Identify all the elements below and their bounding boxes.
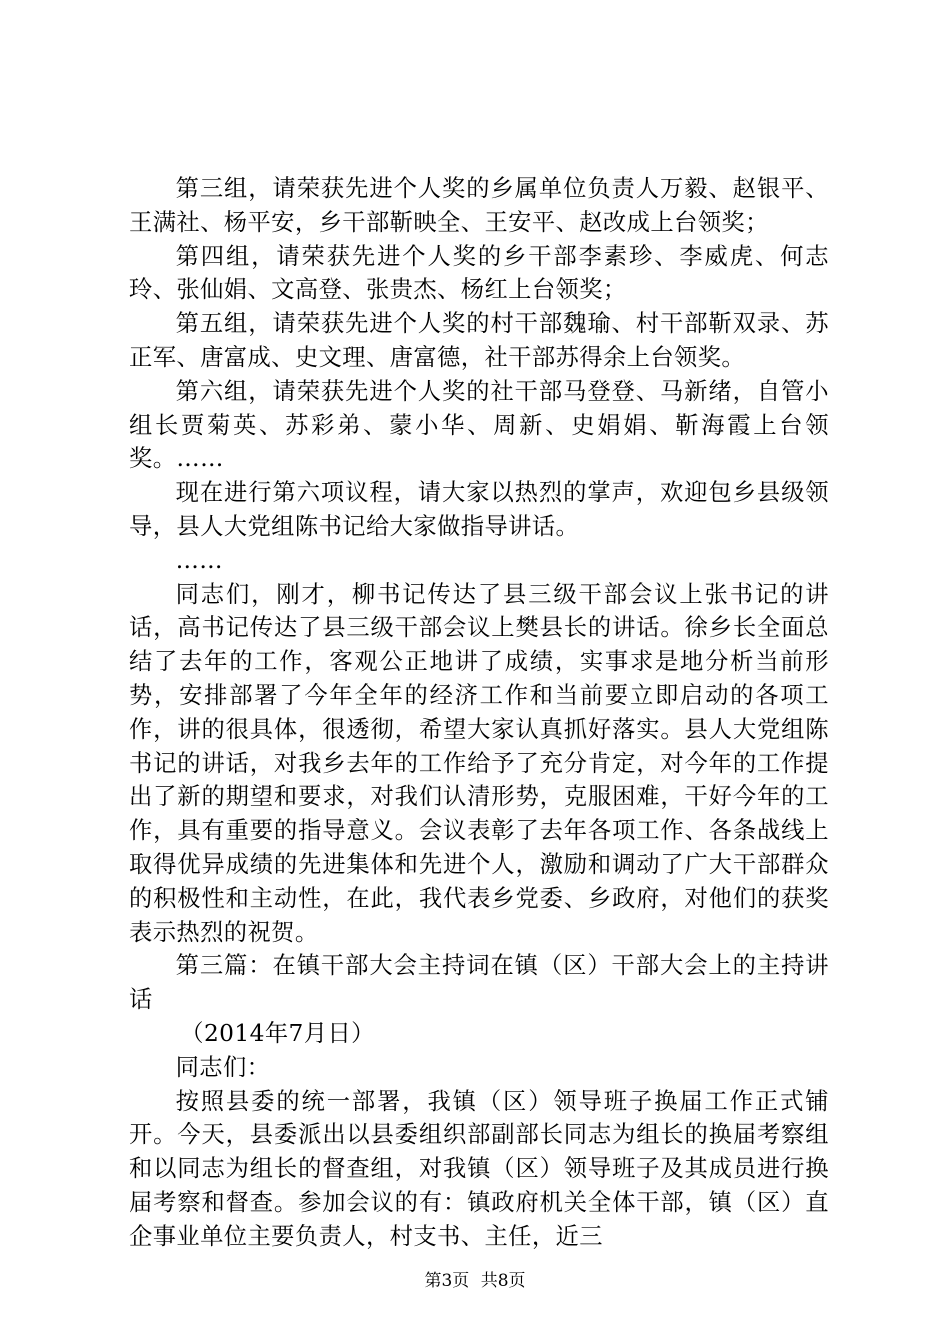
paragraph-salutation: 同志们：	[175, 1053, 271, 1081]
paragraph-group-four: 第四组，请荣获先进个人奖的乡干部李素珍、李威虎、何志玲、张仙娟、文高登、张贵杰、杨红上台领奖；	[129, 242, 829, 304]
paragraph-closing-speech: 同志们，刚才，柳书记传达了县三级干部会议上张书记的讲话，高书记传达了县三级干部会议上樊县长的讲话。徐乡长全面总结了去年的工作，客观公正地讲了成绩，实事求是地分析当前形势，安排部署了今年全年的经济工作和当前要立即启动的各项工作，讲的很具体，很透彻，希望大家认真抓好落实。县人大党组陈书记的讲话，对我乡去年的工作给予了充分肯定，对今年的工作提出了新的期望和要求，对我们认清形势，克服困难，干好今年的工作，具有重要的指导意义。会议表彰了去年各项工作、各条战线上取得优异成绩的先进集体和先进个人，激励和调动了广大干部群众的积极性和主动性，在此，我代表乡党委、乡政府，对他们的获奖表示热烈的祝贺。	[129, 580, 829, 946]
paragraph-date: （2014年7月日）	[180, 1019, 375, 1047]
paragraph-group-three: 第三组，请荣获先进个人奖的乡属单位负责人万毅、赵银平、王满社、杨平安，乡干部靳映全、王安平、赵改成上台领奖；	[129, 175, 829, 236]
paragraph-group-six: 第六组，请荣获先进个人奖的社干部马登登、马新绪，自管小组长贾菊英、苏彩弟、蒙小华、周新、史娟娟、靳海霞上台领奖。……	[129, 377, 829, 473]
document-body	[129, 172, 829, 1254]
page-total: 共8页	[480, 1271, 526, 1291]
paragraph-election-intro: 按照县委的统一部署，我镇（区）领导班子换届工作正式铺开。今天，县委派出以县委组织部副部长同志为组长的换届考察组和以同志为组长的督查组，对我镇（区）领导班子及其成员进行换届考察和督查。参加会议的有：镇政府机关全体干部，镇（区）直企事业单位主要负责人，村支书、主任，近三	[129, 1087, 829, 1250]
paragraph-section-title: 第三篇：在镇干部大会主持词在镇（区）干部大会上的主持讲话	[129, 952, 829, 1014]
paragraph-group-five: 第五组，请荣获先进个人奖的村干部魏瑜、村干部靳双录、苏正军、唐富成、史文理、唐富德，社干部苏得余上台领奖。	[129, 310, 829, 371]
paragraph-ellipsis: ……	[175, 546, 223, 574]
paragraph-agenda-six: 现在进行第六项议程，请大家以热烈的掌声，欢迎包乡县级领导，县人大党组陈书记给大家做指导讲话。	[129, 479, 829, 540]
page-footer	[0, 1270, 950, 1292]
page-number: 第3页	[424, 1271, 470, 1291]
